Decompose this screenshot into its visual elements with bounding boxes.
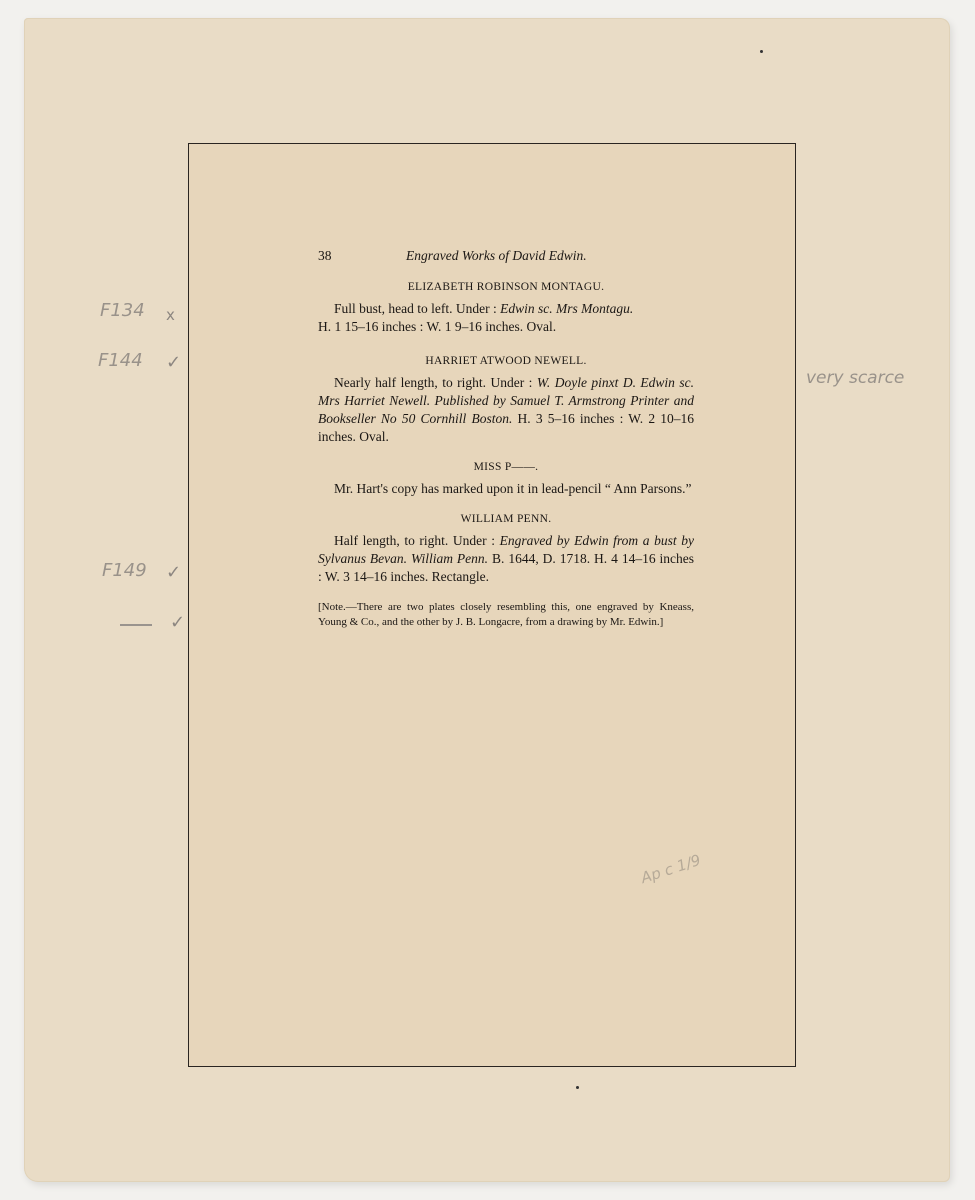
entry-inscription: Edwin sc. Mrs Montagu. <box>500 301 634 316</box>
entry-miss-p <box>318 458 694 498</box>
pencil-note-f134: F134 <box>100 300 145 321</box>
pencil-note-faint: Ap c 1/9 <box>638 850 703 888</box>
entry-dimensions: H. 3 5–16 inches : W. 2 10–16 inches. Oval. <box>318 411 695 444</box>
entry-body <box>318 532 694 586</box>
entry-penn <box>318 510 694 586</box>
entry-text: Half length, to right. Under : <box>334 533 500 548</box>
page-header <box>318 248 700 268</box>
entry-title: MISS P——. <box>473 461 539 473</box>
check-mark-icon: ✓ <box>170 612 186 633</box>
entry-text: Full bust, head to left. Under : <box>334 301 501 316</box>
entry-body <box>318 374 694 446</box>
entry-title: ELIZABETH ROBINSON MONTAGU. <box>407 281 605 293</box>
pencil-note-f149: F149 <box>102 560 147 581</box>
page-number: 38 <box>318 248 332 263</box>
entry-body <box>318 300 694 336</box>
pencil-dash-mark <box>120 624 152 626</box>
entry-newell <box>318 352 694 446</box>
entry-montagu <box>318 278 694 336</box>
entry-title: WILLIAM PENN. <box>460 513 552 525</box>
entry-dimensions: H. 1 15–16 inches : W. 1 9–16 inches. Oval. <box>318 319 557 334</box>
entry-text: Nearly half length, to right. Under : <box>334 375 537 390</box>
x-mark-icon: x <box>166 306 175 324</box>
check-mark-icon: ✓ <box>166 352 182 373</box>
entry-dimensions: B. 1644, D. 1718. H. 4 14–16 inches : W. 3 14–16 inches. Rectangle. <box>318 551 694 584</box>
entry-title: HARRIET ATWOOD NEWELL. <box>425 355 587 367</box>
running-title: Engraved Works of David Edwin. <box>406 248 587 263</box>
entry-inscription: W. Doyle pinxt D. Edwin sc. Mrs Harriet Newell. Published by Samuel T. Armstrong Printer and Bookseller No 50 Cornhill Boston. <box>318 375 694 426</box>
check-mark-icon: ✓ <box>166 562 182 583</box>
paper-speck <box>576 1086 579 1089</box>
paper-speck <box>760 50 763 53</box>
entry-body <box>318 480 694 498</box>
entry-text: Mr. Hart's copy has marked upon it in lead-pencil “ Ann Parsons.” <box>334 481 692 496</box>
pencil-note-scarcity: very scarce <box>806 368 905 388</box>
footnote: [Note.—There are two plates closely resembling this, one engraved by Kneass, Young & Co., and the other by J. B. Longacre, from a drawing by Mr. Edwin.] <box>318 601 694 628</box>
text-block <box>318 278 694 630</box>
pencil-note-f144: F144 <box>98 350 143 371</box>
entry-inscription: Engraved by Edwin from a bust by Sylvanus Bevan. William Penn. <box>318 533 694 566</box>
